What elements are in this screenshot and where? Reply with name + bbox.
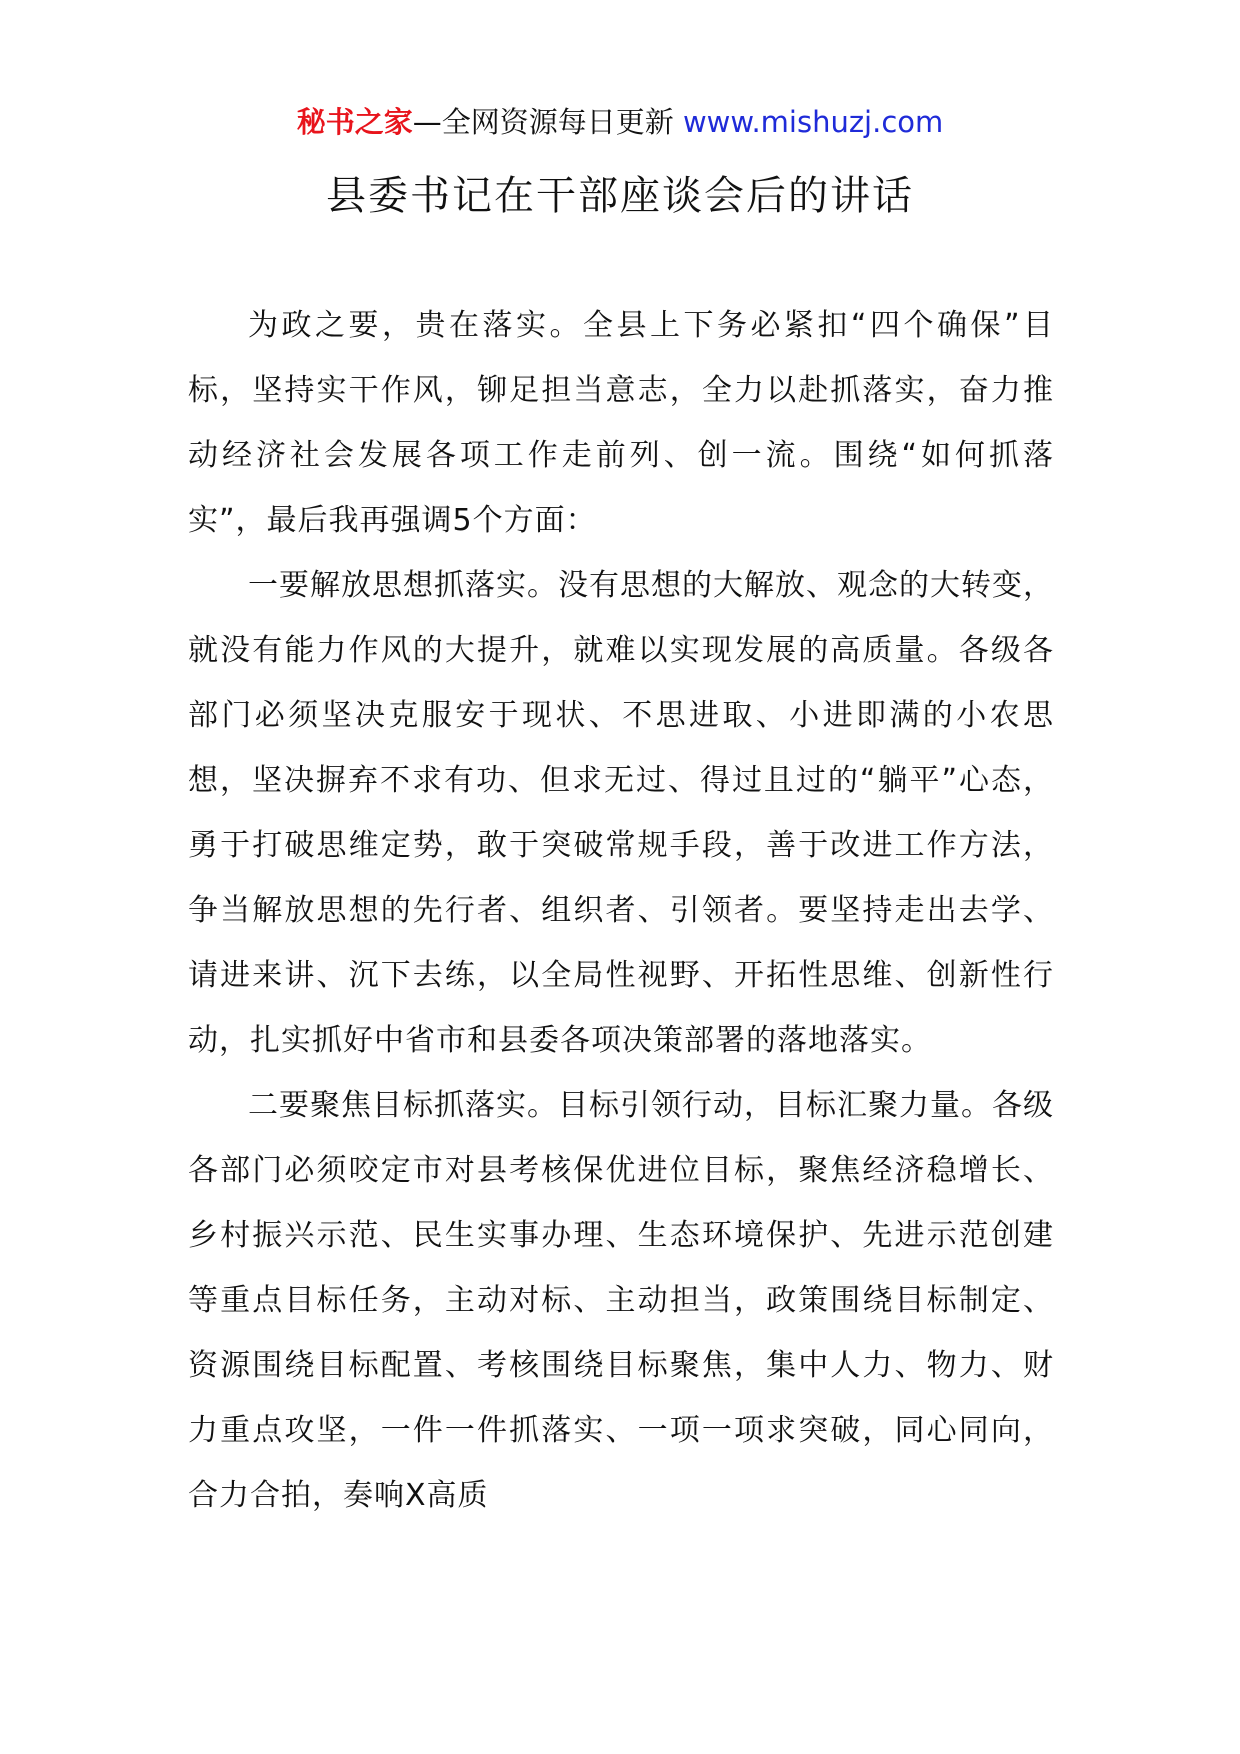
- paragraph-point-2: 二要聚焦目标抓落实。目标引领行动，目标汇聚力量。各级各部门必须咬定市对县考核保优进位目标，聚焦经济稳增长、乡村振兴示范、民生实事办理、生态环境保护、先进示范创建等重点目标任务，主动对标、主动担当，政策围绕目标制定、资源围绕目标配置、考核围绕目标聚焦，集中人力、物力、财力重点攻坚，一件一件抓落实、一项一项求突破，同心同向，合力合拍，奏响X高质: [188, 1088, 1054, 1513]
- paragraph-point-1: 一要解放思想抓落实。没有思想的大解放、观念的大转变，就没有能力作风的大提升，就难以实现发展的高质量。各级各部门必须坚决克服安于现状、不思进取、小进即满的小农思想，坚决摒弃不求有功、但求无过、得过且过的“躺平”心态，勇于打破思维定势，敢于突破常规手段，善于改进工作方法，争当解放思想的先行者、组织者、引领者。要坚持走出去学、请进来讲、沉下去练，以全局性视野、开拓性思维、创新性行动，扎实抓好中省市和县委各项决策部署的落地落实。: [188, 568, 1054, 1058]
- document-body: [188, 293, 1054, 1528]
- site-url-link[interactable]: www.mishuzj.com: [682, 105, 944, 139]
- site-brand: 秘书之家: [296, 105, 413, 139]
- document-title: 县委书记在干部座谈会后的讲话: [326, 173, 914, 219]
- paragraph-intro: 为政之要，贵在落实。全县上下务必紧扣“四个确保”目标，坚持实干作风，铆足担当意志，全力以赴抓落实，奋力推动经济社会发展各项工作走前列、创一流。围绕“如何抓落实”，最后我再强调5个方面：: [188, 308, 1054, 538]
- site-header: [0, 102, 1240, 142]
- site-tagline: —全网资源每日更新: [412, 105, 683, 139]
